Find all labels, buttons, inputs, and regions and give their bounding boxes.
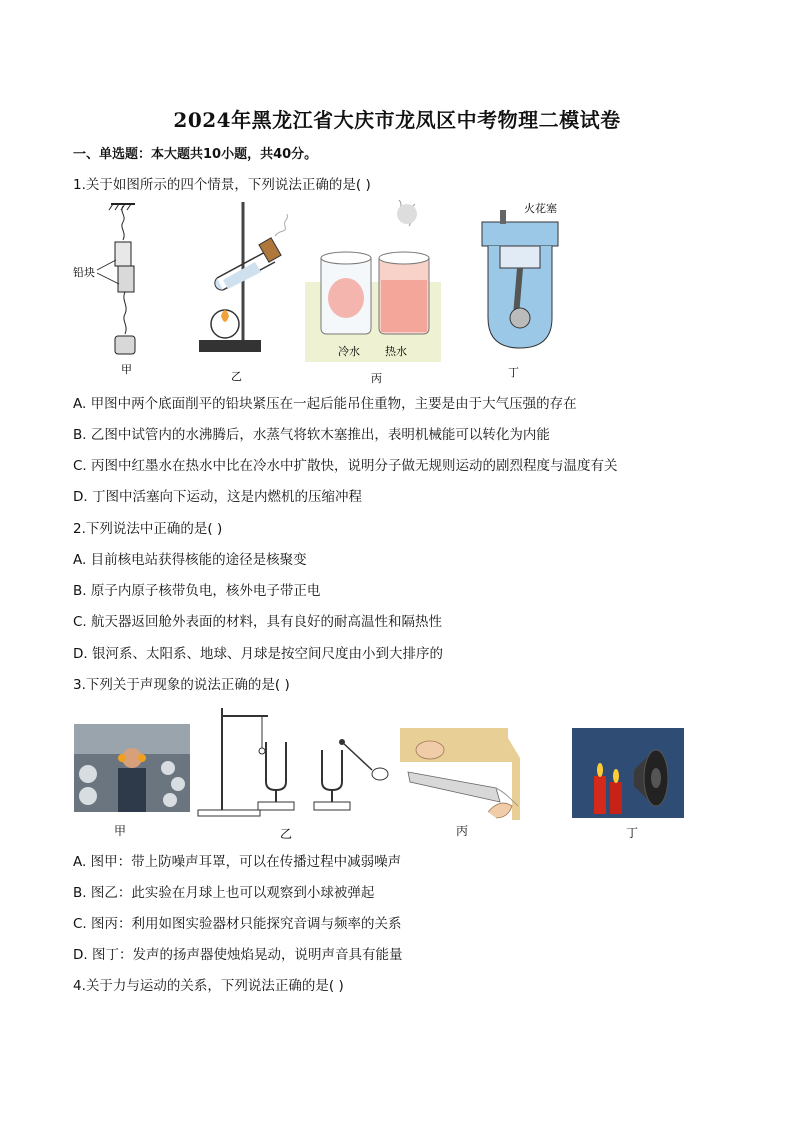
label-spark-plug: 火花塞	[524, 202, 557, 215]
label-cold-water: 冷水	[338, 345, 360, 358]
q3-option-d: D. 图丁：发声的扬声器使烛焰晃动，说明声音具有能量	[73, 947, 403, 963]
q2-option-a: A. 目前核电站获得核能的途径是核聚变	[73, 552, 307, 568]
caption-q1-bing: 丙	[371, 372, 382, 385]
caption-q3-bing: 丙	[456, 824, 469, 838]
caption-q3-yi: 乙	[280, 827, 293, 841]
q3-option-c: C. 图丙：利用如图实验器材只能探究音调与频率的关系	[73, 916, 402, 932]
caption-q3-jia: 甲	[114, 824, 127, 838]
q3-option-a: A. 图甲：带上防噪声耳罩，可以在传播过程中减弱噪声	[73, 854, 402, 870]
q2-option-c: C. 航天器返回舱外表面的材料，具有良好的耐高温性和隔热性	[73, 614, 443, 630]
caption-q1-yi: 乙	[231, 370, 242, 383]
figure-test-tube-steam	[195, 198, 295, 388]
q1-option-b: B. 乙图中试管内的水沸腾后，水蒸气将软木塞推出，表明机械能可以转化为内能	[73, 427, 550, 443]
figure-speaker-candles	[572, 728, 684, 818]
page-title: 2024年黑龙江省大庆市龙凤区中考物理二模试卷	[173, 108, 621, 132]
figure-factory-worker	[74, 724, 190, 812]
q1-option-c: C. 丙图中红墨水在热水中比在冷水中扩散快，说明分子做无规则运动的剧烈程度与温度有关	[73, 458, 618, 474]
section-heading: 一、单选题：本大题共10小题，共40分。	[73, 147, 318, 162]
q3-option-b: B. 图乙：此实验在月球上也可以观察到小球被弹起	[73, 885, 375, 901]
figure-engine-cylinder	[470, 198, 580, 382]
figure-ink-diffusion	[303, 200, 445, 386]
question-2-stem: 2.下列说法中正确的是( )	[73, 521, 223, 537]
q1-option-a: A. 甲图中两个底面削平的铅块紧压在一起后能吊住重物，主要是由于大气压强的存在	[73, 396, 577, 412]
caption-q1-ding: 丁	[508, 366, 519, 379]
q1-option-d: D. 丁图中活塞向下运动，这是内燃机的压缩冲程	[73, 489, 362, 505]
question-1-stem: 1.关于如图所示的四个情景，下列说法正确的是( )	[73, 177, 371, 193]
question-3-stem: 3.下列关于声现象的说法正确的是( )	[73, 677, 290, 693]
q2-option-b: B. 原子内原子核带负电，核外电子带正电	[73, 583, 321, 599]
q2-option-d: D. 银河系、太阳系、地球、月球是按空间尺度由小到大排序的	[73, 646, 443, 662]
label-lead-blocks: 铅块	[73, 266, 95, 279]
figure-ruler-table	[400, 728, 524, 820]
figure-lead-blocks	[73, 198, 163, 376]
question-4-stem: 4.关于力与运动的关系，下列说法正确的是( )	[73, 978, 344, 994]
label-hot-water: 热水	[385, 345, 407, 358]
caption-q3-ding: 丁	[626, 826, 639, 840]
caption-q1-jia: 甲	[121, 363, 132, 376]
figure-tuning-forks	[196, 702, 396, 844]
